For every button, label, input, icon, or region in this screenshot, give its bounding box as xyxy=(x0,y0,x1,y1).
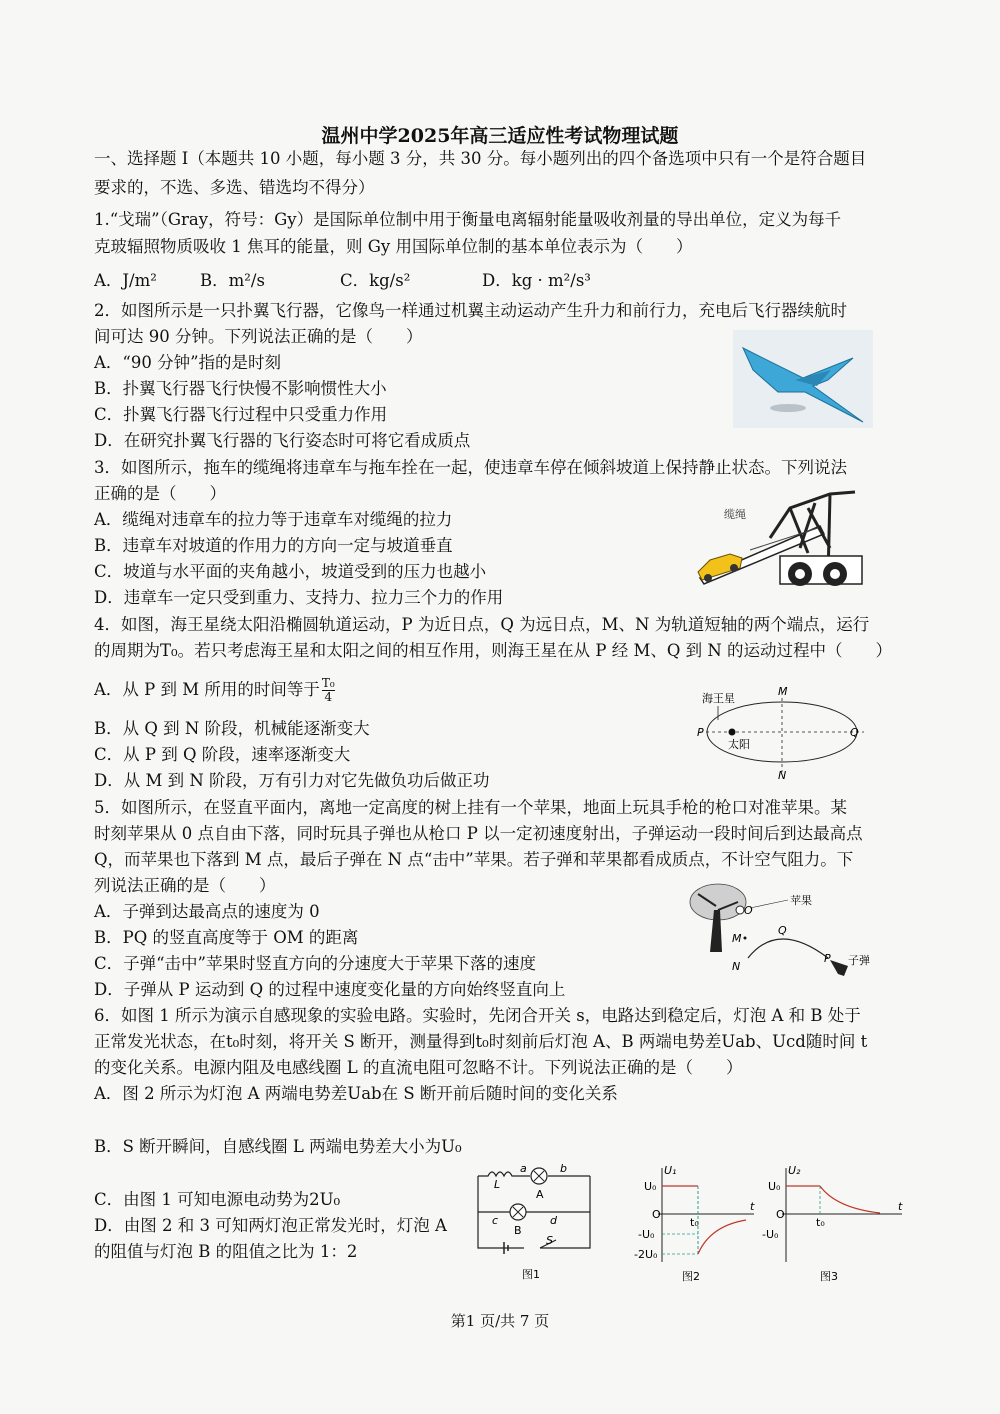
graph-figure-2 xyxy=(630,1162,760,1286)
q4-option-d: D．从 M 到 N 阶段，万有引力对它先做负功后做正功 xyxy=(94,771,490,790)
q4-stem-line-1: 4．如图，海王星绕太阳沿椭圆轨道运动，P 为近日点，Q 为远日点，M、N 为轨道短轴的两个端点，运行 xyxy=(94,615,870,634)
q2-stem-line-2: 间可达 90 分钟。下列说法正确的是（ ） xyxy=(94,327,423,346)
q6-stem-line-2: 正常发光状态，在t₀时刻，将开关 S 断开，测量得到t₀时刻前后灯泡 A、B 两端电势差Uab、Ucd随时间 t xyxy=(94,1032,868,1051)
q6-stem-line-3: 的变化关系。电源内阻及电感线圈 L 的直流电阻可忽略不计。下列说法正确的是（ ） xyxy=(94,1058,743,1077)
circuit-figure-1 xyxy=(464,1160,604,1284)
q2-option-d: D．在研究扑翼飞行器的飞行姿态时可将它看成质点 xyxy=(94,431,471,450)
page-title: 温州中学2025年高三适应性考试物理试题 xyxy=(321,125,679,147)
point-m-label: M xyxy=(778,685,788,698)
flapping-aircraft-figure xyxy=(733,330,873,428)
q2-stem-line-1: 2．如图所示是一只扑翼飞行器，它像鸟一样通过机翼主动运动产生升力和前行力，充电后飞行器续航时 xyxy=(94,301,847,320)
q2-option-c: C．扑翼飞行器飞行过程中只受重力作用 xyxy=(94,405,388,424)
q5-option-a: A．子弹到达最高点的速度为 0 xyxy=(94,902,320,921)
q5-stem-line-3: Q，而苹果也下落到 M 点，最后子弹在 N 点“击中”苹果。若子弹和苹果都看成质点，不计空气阻力。下 xyxy=(94,850,854,869)
point-p-label: P xyxy=(824,952,831,965)
q5-stem-line-4: 列说法正确的是（ ） xyxy=(94,876,276,895)
q6-option-a: A．图 2 所示为灯泡 A 两端电势差Uab在 S 断开前后随时间的变化关系 xyxy=(94,1084,618,1103)
q3-option-d: D．违章车一定只受到重力、支持力、拉力三个力的作用 xyxy=(94,588,504,607)
q6-option-d-line-2: 的阻值与灯泡 B 的阻值之比为 1：2 xyxy=(94,1242,358,1261)
q2-option-a: A．“90 分钟”指的是时刻 xyxy=(94,353,282,372)
point-n-label: N xyxy=(778,769,787,780)
truck-wheel-right-hub xyxy=(830,569,840,579)
apple-gun-figure xyxy=(688,880,878,980)
q4-fraction xyxy=(322,677,335,704)
cable-label: 缆绳 xyxy=(724,508,746,521)
fig3-y-label: U₂ xyxy=(788,1164,801,1177)
graph-figure-3 xyxy=(760,1162,910,1286)
fig2-t0-label: t₀ xyxy=(690,1216,699,1229)
fig3-neg-u0-label: -U₀ xyxy=(762,1228,779,1241)
fig3-origin-label: O xyxy=(776,1208,785,1221)
point-m-dot xyxy=(744,937,747,940)
q4-option-c: C．从 P 到 Q 阶段，速率逐渐变大 xyxy=(94,745,351,764)
node-a-label: a xyxy=(520,1162,527,1175)
q6-option-b: B．S 断开瞬间，自感线圈 L 两端电势差大小为U₀ xyxy=(94,1137,462,1156)
figure-1-caption: 图1 xyxy=(522,1268,540,1281)
q1-option-a: A．J/m² xyxy=(94,271,157,290)
apple-label: 苹果 xyxy=(790,894,812,907)
point-o-label: O xyxy=(744,904,753,917)
q3-option-a: A．缆绳对违章车的拉力等于违章车对缆绳的拉力 xyxy=(94,510,453,529)
fig3-t-label: t xyxy=(898,1200,903,1213)
q4-option-a-text: A．从 P 到 M 所用的时间等于 xyxy=(94,680,320,699)
fig2-neg-u0-label: -U₀ xyxy=(638,1228,655,1241)
q3-option-b: B．违章车对坡道的作用力的方向一定与坡道垂直 xyxy=(94,536,453,555)
q3-stem-line-1: 3．如图所示，拖车的缆绳将违章车与拖车拴在一起，使违章车停在倾斜坡道上保持静止状态。下列说法 xyxy=(94,458,847,477)
q1-option-d: D．kg · m²/s³ xyxy=(482,271,591,290)
q2-option-b: B．扑翼飞行器飞行快慢不影响惯性大小 xyxy=(94,379,387,398)
fig2-u0-label: U₀ xyxy=(644,1180,657,1193)
node-c-label: c xyxy=(492,1214,499,1227)
car-wheel-front xyxy=(730,564,738,572)
point-q-label: Q xyxy=(778,924,787,937)
q1-stem-line-1: 1.“戈瑞”（Gray，符号：Gy）是国际单位制中用于衡量电离辐射能量吸收剂量的导出单位，定义为每千 xyxy=(94,210,842,229)
q1-option-b: B．m²/s xyxy=(200,271,265,290)
q4-stem-line-2: 的周期为T₀。若只考虑海王星和太阳之间的相互作用，则海王星在从 P 经 M、Q 到 N 的运动过程中（ ） xyxy=(94,641,893,660)
tow-truck-figure xyxy=(690,488,870,592)
bullet-label: 子弹 xyxy=(848,954,870,967)
q6-option-d-line-1: D．由图 2 和 3 可知两灯泡正常发光时，灯泡 A xyxy=(94,1216,447,1235)
orbit-figure xyxy=(692,684,872,780)
toy-gun-shape xyxy=(830,960,848,976)
fig3-u0-label: U₀ xyxy=(768,1180,781,1193)
sun-dot xyxy=(729,729,736,736)
q6-stem-line-1: 6．如图 1 所示为演示自感现象的实验电路。实验时，先闭合开关 s，电路达到稳定后，灯泡 A 和 B 处于 xyxy=(94,1006,861,1025)
q5-option-d: D．子弹从 P 运动到 Q 的过程中速度变化量的方向始终竖直向上 xyxy=(94,980,566,999)
figure-3-caption: 图3 xyxy=(820,1270,838,1283)
section-heading-line-1: 一、选择题 I（本题共 10 小题，每小题 3 分，共 30 分。每小题列出的四个备选项中只有一个是符合题目 xyxy=(94,149,867,168)
switch-s-label: S xyxy=(546,1234,553,1247)
fig2-y-label: U₁ xyxy=(664,1164,677,1177)
q5-option-b: B．PQ 的竖直高度等于 OM 的距离 xyxy=(94,928,359,947)
section-heading-line-2: 要求的，不选、多选、错选均不得分） xyxy=(94,178,375,197)
figure-2-caption: 图2 xyxy=(682,1270,700,1283)
q3-option-c: C．坡道与水平面的夹角越小，坡道受到的压力也越小 xyxy=(94,562,487,581)
q1-stem-line-2: 克玻辐照物质吸收 1 焦耳的能量，则 Gy 用国际单位制的基本单位表示为（ ） xyxy=(94,237,693,256)
bullet-trajectory xyxy=(748,939,828,958)
inductor-l-label: L xyxy=(494,1178,501,1191)
q4-fraction-numerator: T₀ xyxy=(321,676,335,690)
point-m-label: M xyxy=(732,932,742,945)
fig2-after-curve xyxy=(698,1220,746,1254)
car-wheel-rear xyxy=(704,574,712,582)
lamp-a-label: A xyxy=(536,1188,544,1201)
point-p-label: P xyxy=(697,726,704,739)
q5-stem-line-2: 时刻苹果从 0 点自由下落，同时玩具子弹也从枪口 P 以一定初速度射出，子弹运动一段时间后到达最高点 xyxy=(94,824,863,843)
truck-wheel-left-hub xyxy=(795,569,805,579)
fig3-after-curve xyxy=(820,1186,880,1213)
point-q-label: Q xyxy=(850,726,859,739)
q5-stem-line-1: 5．如图所示，在竖直平面内，离地一定高度的树上挂有一个苹果，地面上玩具手枪的枪口对准苹果。某 xyxy=(94,798,847,817)
aircraft-shadow xyxy=(770,404,806,412)
sun-label: 太阳 xyxy=(728,738,750,751)
fig2-origin-label: O xyxy=(652,1208,661,1221)
q5-option-c: C．子弹“击中”苹果时竖直方向的分速度大于苹果下落的速度 xyxy=(94,954,536,973)
node-b-label: b xyxy=(560,1162,567,1175)
neptune-label: 海王星 xyxy=(702,692,735,705)
q6-option-c: C．由图 1 可知电源电动势为2U₀ xyxy=(94,1190,341,1209)
node-d-label: d xyxy=(550,1214,557,1227)
fig2-neg-2u0-label: -2U₀ xyxy=(634,1248,658,1261)
page-footer: 第1 页/共 7 页 xyxy=(450,1312,550,1330)
q1-option-c: C．kg/s² xyxy=(340,271,411,290)
q4-option-a xyxy=(94,677,335,704)
fig2-t-label: t xyxy=(750,1200,755,1213)
fig3-t0-label: t₀ xyxy=(816,1216,825,1229)
point-n-label: N xyxy=(732,960,741,973)
lamp-b-label: B xyxy=(514,1224,522,1237)
q3-stem-line-2: 正确的是（ ） xyxy=(94,484,226,503)
q4-fraction-denominator: 4 xyxy=(324,690,333,704)
apple-pointer xyxy=(750,900,788,908)
apple-shape xyxy=(736,906,744,914)
q4-option-b: B．从 Q 到 N 阶段，机械能逐渐变大 xyxy=(94,719,370,738)
